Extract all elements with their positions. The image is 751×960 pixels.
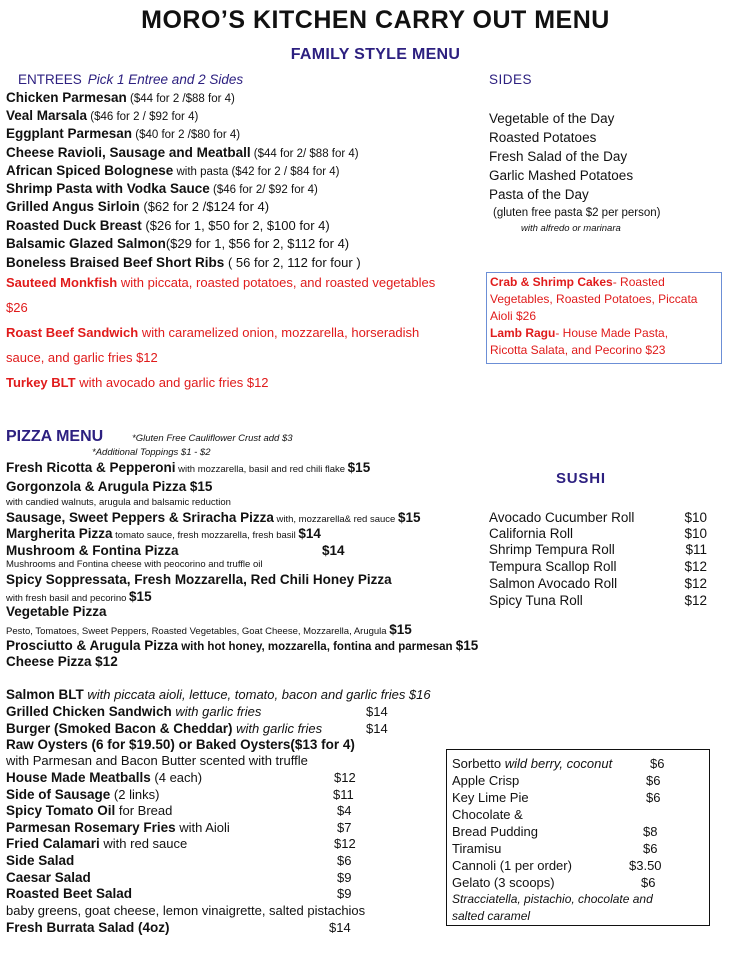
gelato-note: salted caramel bbox=[452, 909, 531, 923]
box-line: Vegetables, Roasted Potatoes, Piccata bbox=[490, 292, 698, 306]
entree-item: African Spiced Bolognese with pasta ($42 for 2 / $84 for 4) bbox=[6, 163, 340, 178]
pizza-item-desc: with candied walnuts, arugula and balsamic reduction bbox=[6, 497, 231, 508]
special-item: Turkey BLT with avocado and garlic fries $12 bbox=[6, 375, 269, 390]
dessert-price: $6 bbox=[646, 790, 661, 805]
dessert-price: $6 bbox=[643, 841, 658, 856]
special-item-continued: sauce, and garlic fries $12 bbox=[6, 350, 158, 365]
pizza-item: Spicy Soppressata, Fresh Mozzarella, Red Chili Honey Pizza bbox=[6, 572, 392, 587]
side-item: Pasta of the Day bbox=[489, 187, 589, 202]
entree-item: Balsamic Glazed Salmon($29 for 1, $56 for 2, $112 for 4) bbox=[6, 236, 350, 251]
other-price: $4 bbox=[337, 803, 352, 818]
other-item: Side Salad bbox=[6, 853, 75, 868]
other-item: Parmesan Rosemary Fries with Aioli bbox=[6, 820, 230, 835]
gelato-note: Stracciatella, pistachio, chocolate and bbox=[452, 892, 653, 906]
other-price: $7 bbox=[337, 820, 352, 835]
other-price: $9 bbox=[337, 870, 352, 885]
other-price: $14 bbox=[366, 704, 388, 719]
side-item: Roasted Potatoes bbox=[489, 130, 597, 145]
dessert-price: $3.50 bbox=[629, 858, 662, 873]
sushi-item: Salmon Avocado Roll $12 bbox=[489, 576, 707, 591]
salmon-blt: Salmon BLT with piccata aioli, lettuce, tomato, bacon and garlic fries $16 bbox=[6, 687, 431, 702]
menu-subtitle: FAMILY STYLE MENU bbox=[290, 46, 461, 63]
entrees-label: ENTREES bbox=[18, 72, 82, 87]
dessert-item: Key Lime Pie bbox=[452, 790, 529, 805]
pizza-item: Vegetable Pizza bbox=[6, 604, 107, 619]
entree-item: Cheese Ravioli, Sausage and Meatball ($44 for 2/ $88 for 4) bbox=[6, 145, 359, 160]
other-item-desc: with Parmesan and Bacon Butter scented with truffle bbox=[6, 753, 308, 768]
pizza-item-desc: Pesto, Tomatoes, Sweet Peppers, Roasted Vegetables, Goat Cheese, Mozzarella, Arugula $15 bbox=[6, 622, 412, 637]
other-price: $12 bbox=[334, 836, 356, 851]
dessert-item: Bread Pudding bbox=[452, 824, 539, 839]
other-price: $12 bbox=[334, 770, 356, 785]
other-item: House Made Meatballs (4 each) bbox=[6, 770, 203, 785]
other-item: Roasted Beet Salad bbox=[6, 886, 133, 901]
other-item: Burger (Smoked Bacon & Cheddar) with garlic fries bbox=[6, 721, 323, 736]
entree-item: Shrimp Pasta with Vodka Sauce ($46 for 2/ $92 for 4) bbox=[6, 181, 318, 196]
side-item: Vegetable of the Day bbox=[489, 111, 615, 126]
other-price: $14 bbox=[366, 721, 388, 736]
sushi-item: Spicy Tuna Roll $12 bbox=[489, 593, 707, 608]
pizza-item-desc: Mushrooms and Fontina cheese with peocorino and truffle oil bbox=[6, 559, 263, 570]
entree-item: Eggplant Parmesan ($40 for 2 /$80 for 4) bbox=[6, 126, 241, 141]
entree-item: Boneless Braised Beef Short Ribs ( 56 for 2, 112 for four ) bbox=[6, 255, 361, 270]
side-item: Garlic Mashed Potatoes bbox=[489, 168, 634, 183]
special-item-price: $26 bbox=[6, 300, 28, 315]
dessert-item: Cannoli (1 per order) bbox=[452, 858, 572, 873]
other-price: $6 bbox=[337, 853, 352, 868]
side-item: Fresh Salad of the Day bbox=[489, 149, 628, 164]
other-item: Fresh Burrata Salad (4oz) bbox=[6, 920, 170, 935]
dessert-price: $6 bbox=[646, 773, 661, 788]
dessert-price: $6 bbox=[650, 756, 665, 771]
other-price: $9 bbox=[337, 886, 352, 901]
box-line: Aioli $26 bbox=[490, 309, 537, 323]
other-price: $11 bbox=[333, 787, 354, 802]
dessert-box bbox=[446, 749, 710, 926]
entree-item: Veal Marsala ($46 for 2 / $92 for 4) bbox=[6, 108, 199, 123]
other-price: $14 bbox=[329, 920, 351, 935]
sides-note: with alfredo or marinara bbox=[521, 223, 621, 234]
sushi-item: Tempura Scallop Roll $12 bbox=[489, 559, 707, 574]
other-item-desc: baby greens, goat cheese, lemon vinaigrette, salted pistachios bbox=[6, 903, 366, 918]
dessert-price: $6 bbox=[641, 875, 656, 890]
dessert-item: Apple Crisp bbox=[452, 773, 520, 788]
pizza-note: *Additional Toppings $1 - $2 bbox=[92, 447, 211, 458]
pizza-header: PIZZA MENU bbox=[6, 428, 104, 445]
special-item: Roast Beef Sandwich with caramelized onion, mozzarella, horseradish bbox=[6, 325, 420, 340]
dessert-item: Chocolate & bbox=[452, 807, 523, 822]
other-item: Caesar Salad bbox=[6, 870, 91, 885]
sushi-item: Shrimp Tempura Roll $11 bbox=[489, 542, 707, 557]
pizza-item: Gorgonzola & Arugula Pizza $15 bbox=[6, 479, 213, 494]
other-item: Spicy Tomato Oil for Bread bbox=[6, 803, 173, 818]
sides-special-box bbox=[486, 272, 722, 364]
other-item: Fried Calamari with red sauce bbox=[6, 836, 188, 851]
menu-title: MORO’S KITCHEN CARRY OUT MENU bbox=[141, 6, 610, 34]
pizza-item: Sausage, Sweet Peppers & Sriracha Pizza with, mozzarella& red sauce $15 bbox=[6, 510, 421, 525]
pizza-note: *Gluten Free Cauliflower Crust add $3 bbox=[132, 433, 293, 444]
dessert-item: Gelato (3 scoops) bbox=[452, 875, 555, 890]
pizza-item: Cheese Pizza $12 bbox=[6, 654, 118, 669]
entree-item: Chicken Parmesan ($44 for 2 /$88 for 4) bbox=[6, 90, 235, 105]
pizza-item: Prosciutto & Arugula Pizza with hot honey, mozzarella, fontina and parmesan $15 bbox=[6, 638, 479, 653]
sides-note: (gluten free pasta $2 per person) bbox=[493, 207, 661, 219]
dessert-price: $8 bbox=[643, 824, 658, 839]
sides-header: SIDES bbox=[489, 72, 533, 87]
box-line: Crab & Shrimp Cakes- Roasted bbox=[490, 275, 665, 289]
entrees-instruction: Pick 1 Entree and 2 Sides bbox=[87, 72, 244, 87]
sushi-item: Avocado Cucumber Roll $10 bbox=[489, 510, 707, 525]
sushi-header: SUSHI bbox=[556, 470, 606, 487]
pizza-price: $14 bbox=[322, 543, 345, 558]
pizza-item: Fresh Ricotta & Pepperoni with mozzarella, basil and red chili flake $15 bbox=[6, 460, 371, 475]
pizza-item: Margherita Pizza tomato sauce, fresh mozzarella, fresh basil $14 bbox=[6, 526, 321, 541]
entree-item: Roasted Duck Breast ($26 for 1, $50 for 2, $100 for 4) bbox=[6, 218, 330, 233]
entree-item: Grilled Angus Sirloin ($62 for 2 /$124 for 4) bbox=[6, 199, 270, 214]
dessert-item: Sorbetto wild berry, coconut bbox=[452, 756, 613, 771]
pizza-item: Mushroom & Fontina Pizza bbox=[6, 543, 179, 558]
box-line: Lamb Ragu- House Made Pasta, bbox=[490, 326, 669, 340]
other-item: Side of Sausage (2 links) bbox=[6, 787, 160, 802]
sushi-item: California Roll $10 bbox=[489, 526, 707, 541]
entrees-header bbox=[18, 72, 243, 87]
other-item: Raw Oysters (6 for $19.50) or Baked Oysters($13 for 4) bbox=[6, 737, 355, 752]
dessert-item: Tiramisu bbox=[452, 841, 502, 856]
box-line: Ricotta Salata, and Pecorino $23 bbox=[490, 343, 666, 357]
pizza-item-desc: with fresh basil and pecorino $15 bbox=[6, 589, 152, 604]
special-item: Sauteed Monkfish with piccata, roasted potatoes, and roasted vegetables bbox=[6, 275, 436, 290]
other-item: Grilled Chicken Sandwich with garlic fries bbox=[6, 704, 262, 719]
